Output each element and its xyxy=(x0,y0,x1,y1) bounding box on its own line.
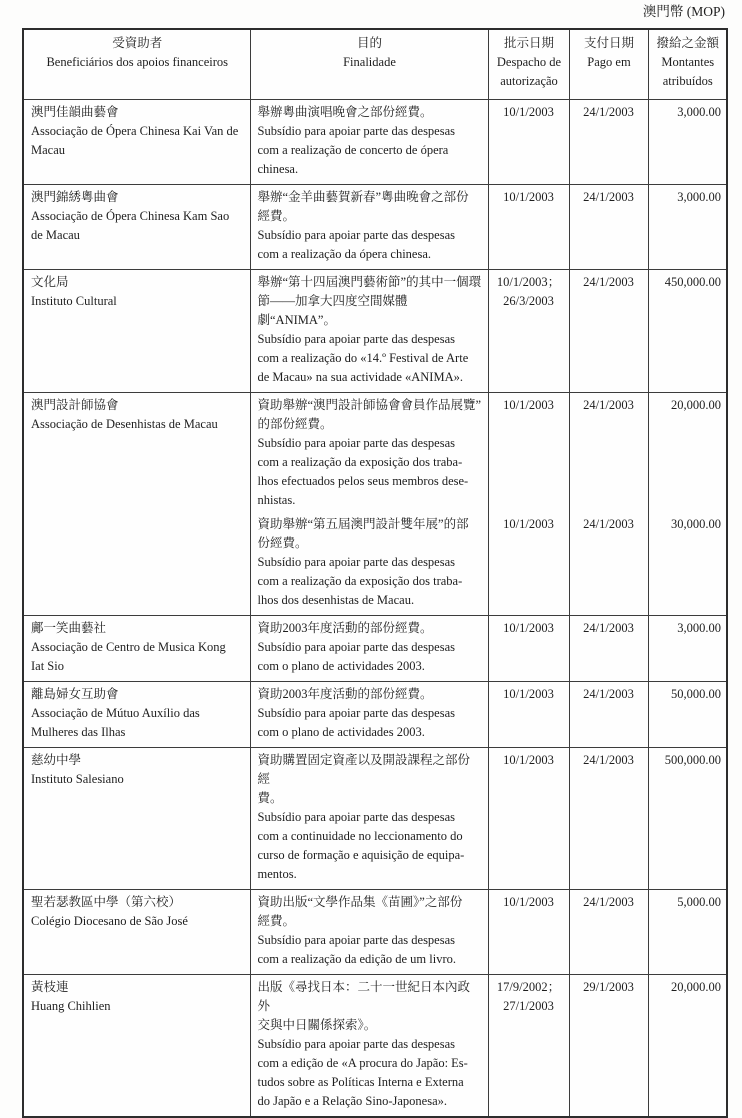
amount-cell xyxy=(648,748,727,890)
authorization-date-cell xyxy=(488,616,569,682)
text-line: com a realização da exposição dos traba- xyxy=(257,574,463,588)
purpose-cell xyxy=(250,393,488,516)
text-line: com a realização do «14.º Festival de Arte xyxy=(257,351,469,365)
text-line: de Macau xyxy=(31,228,80,242)
authorization-date-cell xyxy=(488,185,569,270)
text-line: Subsídio para apoiar parte das despesas xyxy=(257,640,456,654)
text-line: 20,000.00 xyxy=(671,980,721,994)
text-line: chinesa. xyxy=(257,162,299,176)
text-line: 24/1/2003 xyxy=(583,190,634,204)
text-line: Subsídio para apoiar parte das despesas xyxy=(257,436,456,450)
text-line: 資助舉辦“澳門設計師協會會員作品展覽” xyxy=(257,398,482,412)
purpose-cell xyxy=(250,100,488,185)
amount-cell xyxy=(648,100,727,185)
header-authorization-date xyxy=(488,29,569,100)
text-line: 30,000.00 xyxy=(671,517,721,531)
amount-cell xyxy=(648,185,727,270)
header-beneficiary-pt: Beneficiários dos apoios financeiros xyxy=(46,55,229,69)
header-payment-zh: 支付日期 xyxy=(583,36,634,50)
text-line: 份經費。 xyxy=(257,536,308,550)
text-line: 26/3/2003 xyxy=(503,294,554,308)
text-line: Instituto Cultural xyxy=(31,294,117,308)
beneficiary-cell xyxy=(23,100,250,185)
text-line: 出版《尋找日本：二十一世紀日本內政外 xyxy=(257,980,471,1013)
subsidies-table xyxy=(22,28,728,1118)
purpose-cell xyxy=(250,682,488,748)
text-line: 3,000.00 xyxy=(677,105,721,119)
text-line: nhistas. xyxy=(257,493,296,507)
text-line: Subsídio para apoiar parte das despesas xyxy=(257,1037,456,1051)
text-line: 節——加拿大四度空間媒體劇“ANIMA”。 xyxy=(257,294,408,327)
text-line: mentos. xyxy=(257,867,297,881)
authorization-date-cell xyxy=(488,515,569,616)
text-line: lhos efectuados pelos seus membros dese- xyxy=(257,474,469,488)
text-line: tudos sobre as Políticas Interna e Externa xyxy=(257,1075,464,1089)
text-line: Associação de Ópera Chinesa Kam Sao xyxy=(31,209,230,223)
authorization-date-cell xyxy=(488,393,569,516)
table-row xyxy=(23,748,727,890)
amount-cell xyxy=(648,975,727,1118)
text-line: 5,000.00 xyxy=(677,895,721,909)
text-line: 24/1/2003 xyxy=(583,105,634,119)
text-line: 24/1/2003 xyxy=(583,687,634,701)
table-row xyxy=(23,393,727,516)
beneficiary-cell xyxy=(23,890,250,975)
text-line: Subsídio para apoiar parte das despesas xyxy=(257,332,456,346)
table-row xyxy=(23,682,727,748)
text-line: com o plano de actividades 2003. xyxy=(257,725,425,739)
purpose-cell xyxy=(250,515,488,616)
authorization-date-cell xyxy=(488,890,569,975)
authorization-date-cell xyxy=(488,975,569,1118)
text-line: com a realização da exposição dos traba- xyxy=(257,455,463,469)
text-line: 24/1/2003 xyxy=(583,895,634,909)
header-payment-pt: Pago em xyxy=(587,55,631,69)
text-line: 澳門設計師協會 xyxy=(31,398,119,412)
payment-date-cell xyxy=(569,100,648,185)
header-authorization-zh: 批示日期 xyxy=(503,36,554,50)
header-purpose xyxy=(250,29,488,100)
text-line: 舉辦“金羊曲藝賀新春”粵曲晚會之部份 xyxy=(257,190,469,204)
beneficiary-cell xyxy=(23,185,250,270)
purpose-cell xyxy=(250,616,488,682)
text-line: do Japão e a Relação Sino-Japonesa». xyxy=(257,1094,448,1108)
text-line: 舉辦粵曲演唱晚會之部份經費。 xyxy=(257,105,433,119)
text-line: 3,000.00 xyxy=(677,190,721,204)
text-line: Huang Chihlien xyxy=(31,999,111,1013)
table-row xyxy=(23,616,727,682)
currency-label: 澳門幣 (MOP) xyxy=(642,4,725,19)
amount-cell xyxy=(648,890,727,975)
text-line: 24/1/2003 xyxy=(583,621,634,635)
text-line: 經費。 xyxy=(257,914,296,928)
beneficiary-cell xyxy=(23,393,250,616)
header-amount-pt-2: atribuídos xyxy=(662,74,713,88)
text-line: 離島婦女互助會 xyxy=(31,687,119,701)
payment-date-cell xyxy=(569,393,648,516)
text-line: 交與中日關係探索》。 xyxy=(257,1018,377,1032)
text-line: 17/9/2002； xyxy=(496,980,561,994)
header-purpose-zh: 目的 xyxy=(356,36,382,50)
payment-date-cell xyxy=(569,270,648,393)
text-line: 10/1/2003 xyxy=(503,517,554,531)
text-line: com a edição de «A procura do Japão: Es- xyxy=(257,1056,468,1070)
text-line: com a realização da edição de um livro. xyxy=(257,952,457,966)
text-line: 鄺一笑曲藝社 xyxy=(31,621,107,635)
table-header xyxy=(23,29,727,100)
table-row xyxy=(23,185,727,270)
text-line: Macau xyxy=(31,143,66,157)
beneficiary-cell xyxy=(23,748,250,890)
header-amount xyxy=(648,29,727,100)
text-line: 資助舉辦“第五屆澳門設計雙年展”的部 xyxy=(257,517,469,531)
text-line: 資助購置固定資產以及開設課程之部份經 xyxy=(257,753,471,786)
amount-cell xyxy=(648,682,727,748)
text-line: 24/1/2003 xyxy=(583,517,634,531)
text-line: 24/1/2003 xyxy=(583,398,634,412)
payment-date-cell xyxy=(569,682,648,748)
text-line: 500,000.00 xyxy=(664,753,721,767)
text-line: com a realização da ópera chinesa. xyxy=(257,247,432,261)
payment-date-cell xyxy=(569,515,648,616)
authorization-date-cell xyxy=(488,100,569,185)
authorization-date-cell xyxy=(488,748,569,890)
payment-date-cell xyxy=(569,890,648,975)
text-line: 資助2003年度活動的部份經費。 xyxy=(257,621,433,635)
text-line: Subsídio para apoiar parte das despesas xyxy=(257,810,456,824)
text-line: Instituto Salesiano xyxy=(31,772,124,786)
header-purpose-pt: Finalidade xyxy=(343,55,396,69)
text-line: 黃枝連 xyxy=(31,980,69,994)
purpose-cell xyxy=(250,748,488,890)
payment-date-cell xyxy=(569,748,648,890)
text-line: lhos dos desenhistas de Macau. xyxy=(257,593,415,607)
text-line: Associação de Ópera Chinesa Kai Van de xyxy=(31,124,239,138)
text-line: 10/1/2003； xyxy=(496,275,561,289)
amount-cell xyxy=(648,515,727,616)
header-authorization-pt-2: autorização xyxy=(500,74,558,88)
text-line: com o plano de actividades 2003. xyxy=(257,659,425,673)
authorization-date-cell xyxy=(488,682,569,748)
text-line: Subsídio para apoiar parte das despesas xyxy=(257,933,456,947)
header-amount-zh: 撥給之金額 xyxy=(656,36,719,50)
payment-date-cell xyxy=(569,975,648,1118)
text-line: 澳門佳韻曲藝會 xyxy=(31,105,119,119)
text-line: 24/1/2003 xyxy=(583,753,634,767)
amount-cell xyxy=(648,393,727,516)
text-line: com a realização de concerto de ópera xyxy=(257,143,449,157)
text-line: Subsídio para apoiar parte das despesas xyxy=(257,555,456,569)
header-beneficiary xyxy=(23,29,250,100)
text-line: 10/1/2003 xyxy=(503,687,554,701)
text-line: 10/1/2003 xyxy=(503,753,554,767)
text-line: 經費。 xyxy=(257,209,296,223)
text-line: 資助出版“文學作品集《苗圃》”之部份 xyxy=(257,895,463,909)
amount-cell xyxy=(648,616,727,682)
header-payment-date xyxy=(569,29,648,100)
text-line: Associação de Desenhistas de Macau xyxy=(31,417,218,431)
beneficiary-cell xyxy=(23,682,250,748)
text-line: 3,000.00 xyxy=(677,621,721,635)
text-line: 慈幼中學 xyxy=(31,753,82,767)
text-line: curso de formação e aquisição de equipa- xyxy=(257,848,465,862)
text-line: Subsídio para apoiar parte das despesas xyxy=(257,706,456,720)
table-row xyxy=(23,270,727,393)
text-line: 29/1/2003 xyxy=(583,980,634,994)
text-line: Colégio Diocesano de São José xyxy=(31,914,188,928)
beneficiary-cell xyxy=(23,270,250,393)
text-line: 10/1/2003 xyxy=(503,105,554,119)
table-row xyxy=(23,890,727,975)
text-line: com a continuidade no leccionamento do xyxy=(257,829,463,843)
text-line: Associação de Mútuo Auxílio das xyxy=(31,706,200,720)
table-row xyxy=(23,100,727,185)
payment-date-cell xyxy=(569,616,648,682)
beneficiary-cell xyxy=(23,616,250,682)
table-header-row xyxy=(23,29,727,100)
text-line: 24/1/2003 xyxy=(583,275,634,289)
text-line: 資助2003年度活動的部份經費。 xyxy=(257,687,433,701)
text-line: 澳門錦綉粵曲會 xyxy=(31,190,119,204)
purpose-cell xyxy=(250,975,488,1118)
payment-date-cell xyxy=(569,185,648,270)
header-amount-pt-1: Montantes xyxy=(661,55,715,69)
text-line: de Macau» na sua actividade «ANIMA». xyxy=(257,370,463,384)
text-line: 10/1/2003 xyxy=(503,398,554,412)
text-line: Associação de Centro de Musica Kong xyxy=(31,640,226,654)
text-line: 450,000.00 xyxy=(664,275,721,289)
purpose-cell xyxy=(250,185,488,270)
text-line: 文化局 xyxy=(31,275,69,289)
text-line: 聖若瑟教區中學（第六校） xyxy=(31,895,182,909)
text-line: 舉辦“第十四屆澳門藝術節”的其中一個環 xyxy=(257,275,482,289)
header-beneficiary-zh: 受資助者 xyxy=(112,36,163,50)
amount-cell xyxy=(648,270,727,393)
text-line: 20,000.00 xyxy=(671,398,721,412)
purpose-cell xyxy=(250,270,488,393)
purpose-cell xyxy=(250,890,488,975)
text-line: 10/1/2003 xyxy=(503,190,554,204)
beneficiary-cell xyxy=(23,975,250,1118)
text-line: 27/1/2003 xyxy=(503,999,554,1013)
text-line: 10/1/2003 xyxy=(503,895,554,909)
authorization-date-cell xyxy=(488,270,569,393)
text-line: Subsídio para apoiar parte das despesas xyxy=(257,124,456,138)
header-authorization-pt-1: Despacho de xyxy=(496,55,562,69)
text-line: Mulheres das Ilhas xyxy=(31,725,126,739)
table-row xyxy=(23,975,727,1118)
table-body xyxy=(23,100,727,1118)
text-line: Subsídio para apoiar parte das despesas xyxy=(257,228,456,242)
text-line: 的部份經費。 xyxy=(257,417,333,431)
text-line: 10/1/2003 xyxy=(503,621,554,635)
text-line: 費。 xyxy=(257,791,283,805)
text-line: 50,000.00 xyxy=(671,687,721,701)
text-line: Iat Sio xyxy=(31,659,64,673)
